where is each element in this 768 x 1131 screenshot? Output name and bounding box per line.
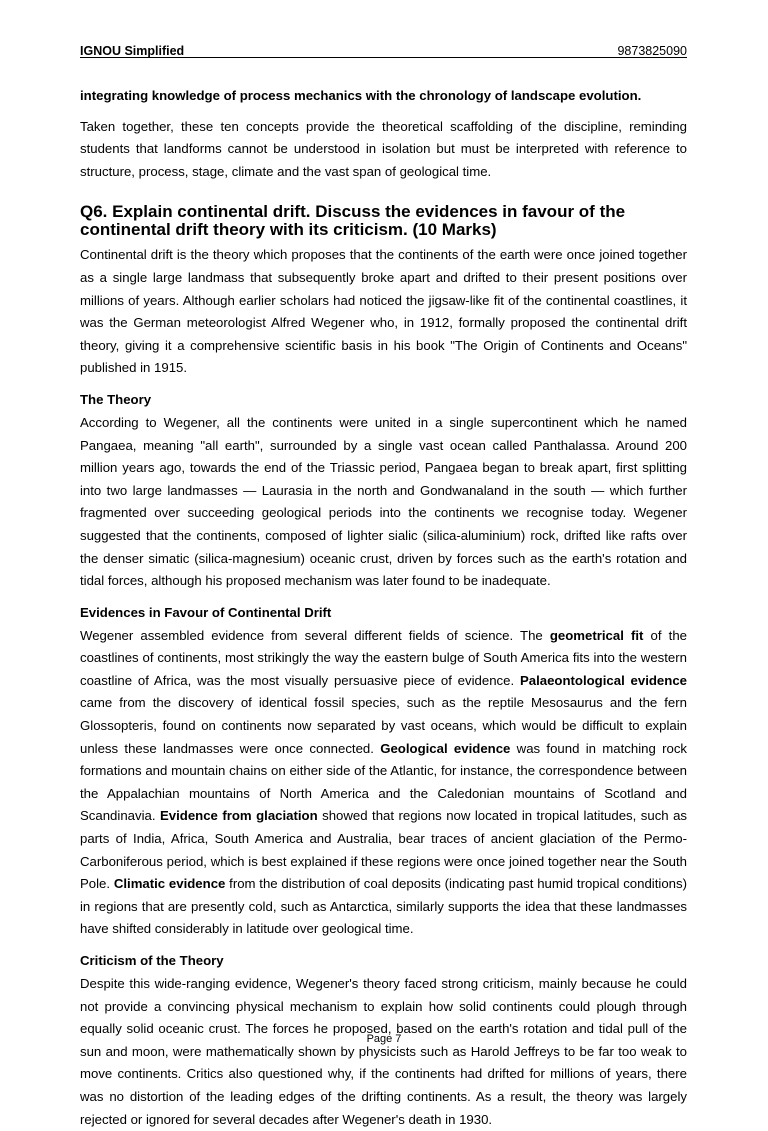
- evidences-text-2: of the coastlines of continents, most strikingly the way the eastern bulge of South America fits into the western coastline of Africa, was the most visually persuasive piece of evidence.: [80, 627, 687, 688]
- page-number: Page 7: [366, 1033, 402, 1045]
- criticism-heading: Criticism of the Theory: [80, 953, 224, 968]
- header-brand: IGNOU Simplified: [80, 44, 185, 58]
- page-header: [80, 38, 687, 58]
- evidences-text-1: Wegener assembled evidence from several different fields of science. The: [80, 627, 550, 643]
- evidence-geological: Geological evidence: [380, 740, 511, 756]
- question-title: Q6. Explain continental drift. Discuss the evidences in favour of the continental drift theory with its criticism. (10 Marks): [80, 202, 626, 240]
- evidence-glaciation: Evidence from glaciation: [159, 808, 318, 824]
- header-divider: [80, 57, 687, 58]
- evidence-geometrical-fit: geometrical fit: [549, 627, 644, 643]
- evidences-text-3: came from the discovery of identical fossil species, such as the reptile Mesosaurus and the fern Glossopteris, found on continents now separated by vast oceans, which would be difficult to explain unless these landmasses were once connected.: [80, 695, 687, 756]
- evidences-text-6: from the distribution of coal deposits (indicating past humid tropical conditions) in regions that are presently cold, such as Antarctica, similarly supports the idea that these landmasses have shifted considerably in latitude over geological time.: [80, 876, 687, 937]
- page-content: [80, 85, 687, 1131]
- evidences-text: [80, 625, 687, 941]
- evidences-heading: Evidences in Favour of Continental Drift: [80, 604, 332, 620]
- header-phone: 9873825090: [617, 44, 687, 58]
- evidences-text-5: showed that regions now located in tropical latitudes, such as parts of India, Africa, South America and Australia, bear traces of ancient glaciation of the Permo-Carboniferous period, which is best explained if these regions were once joined together near the South Pole.: [80, 808, 688, 892]
- question-definition: Continental drift is the theory which proposes that the continents of the earth were once joined together as a single large landmass that subsequently broke apart and drifted to their present positions over millions of years. Although earlier scholars had noticed the jigsaw-like fit of the continental coastlines, it was the German meteorologist Alfred Wegener who, in 1912, formally proposed the continental drift theory, giving it a comprehensive scientific basis in his book "The Origin of Continents and Oceans" published in 1915.: [80, 247, 687, 376]
- evidence-palaeontological: Palaeontological evidence: [519, 672, 687, 688]
- intro-summary: Taken together, these ten concepts provide the theoretical scaffolding of the discipline, reminding students that landforms cannot be understood in isolation but must be interpreted with reference to structure, process, stage, climate and the vast span of geological time.: [80, 118, 687, 179]
- theory-text: According to Wegener, all the continents were united in a single supercontinent which he named Pangaea, meaning "all earth", surrounded by a single vast ocean called Panthalassa. Around 200 million years ago, towards the end of the Triassic period, Pangaea began to break apart, first splitting into two large landmasses — Laurasia in the north and Gondwanaland in the south — which further fragmented over succeeding geological periods into the continents we recognise today. Wegener suggested that the continents, composed of lighter sialic (silica-aluminium) rock, drifted like rafts over the denser simatic (silica-magnesium) oceanic crust, driven by forces such as the earth's rotation and tidal forces, although his proposed mechanism was later found to be inadequate.: [80, 414, 687, 589]
- theory-heading: The Theory: [80, 391, 152, 407]
- evidences-text-4: was found in matching rock formations and mountain chains on either side of the Atlantic, for instance, the correspondence between the Appalachian mountains of North America and the Caledonian mountains of Scotland and Scandinavia.: [80, 740, 688, 824]
- intro-bold-line: integrating knowledge of process mechanics with the chronology of landscape evolution.: [80, 88, 642, 103]
- evidence-climatic: Climatic evidence: [113, 876, 226, 892]
- criticism-text: Despite this wide-ranging evidence, Wegener's theory faced strong criticism, mainly because he could not provide a convincing physical mechanism to explain how solid continents could plough through equally solid oceanic crust. The forces he proposed, based on the earth's rotation and tidal pull of the sun and moon, were mathematically shown by physicists such as Harold Jeffreys to be far too weak to move continents. Critics also questioned why, if the continents had drifted for millions of years, there was no distortion of the leading edges of the drifting continents. As a result, the theory was largely rejected or ignored for several decades after Wegener's death in 1930.: [80, 976, 687, 1127]
